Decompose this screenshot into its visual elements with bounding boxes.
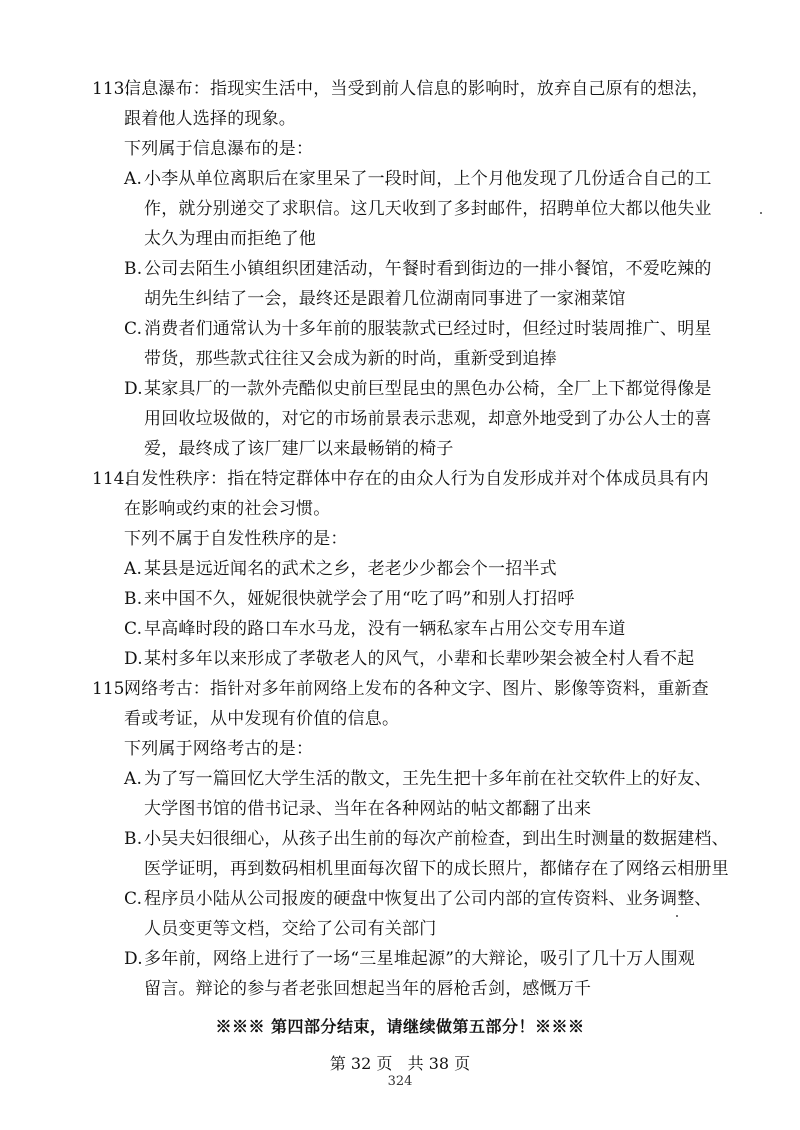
option-text: 来中国不久，娅妮很快就学会了用“吃了吗”和别人打招呼	[144, 589, 575, 609]
option-label: B.	[124, 259, 143, 279]
definition-line: 看或考证，从中发现有价值的信息。	[124, 709, 400, 729]
option-text: 胡先生纠结了一会，最终还是跟着几位湖南同事进了一家湘菜馆	[144, 289, 626, 309]
option-text: 人员变更等文档，交给了公司有关部门	[144, 919, 437, 939]
option-label: C.	[124, 619, 143, 639]
question-number: 114.	[92, 469, 130, 489]
definition-line: 自发性秩序：指在特定群体中存在的由众人行为自发形成并对个体成员具有内	[124, 469, 709, 489]
definition-line: 信息瀑布：指现实生活中，当受到前人信息的影响时，放弃自己原有的想法，	[124, 79, 709, 99]
option-text: 爱，最终成了该厂建厂以来最畅销的椅子	[144, 439, 454, 459]
option-label: D.	[124, 949, 143, 969]
option-label: D.	[124, 379, 143, 399]
question-prompt: 下列不属于自发性秩序的是：	[124, 529, 348, 549]
scan-speck	[760, 212, 762, 214]
option-label: A.	[124, 769, 143, 789]
definition-line: 跟着他人选择的现象。	[124, 109, 296, 129]
option-text: 某村多年以来形成了孝敬老人的风气，小辈和长辈吵架会被全村人看不起	[144, 649, 695, 669]
option-label: C.	[124, 889, 143, 909]
option-label: A.	[124, 559, 143, 579]
option-text: 早高峰时段的路口车水马龙，没有一辆私家车占用公交专用车道	[144, 619, 626, 639]
option-text: 用回收垃圾做的，对它的市场前景表示悲观，却意外地受到了办公人士的喜	[144, 409, 712, 429]
option-text: 程序员小陆从公司报废的硬盘中恢复出了公司内部的宣传资料、业务调整、	[144, 889, 712, 909]
scan-speck	[676, 915, 678, 917]
definition-line: 网络考古：指针对多年前网络上发布的各种文字、图片、影像等资料，重新查	[124, 679, 709, 699]
option-text: 公司去陌生小镇组织团建活动，午餐时看到街边的一排小餐馆，不爱吃辣的	[144, 259, 712, 279]
question-number: 115.	[92, 679, 130, 699]
option-label: A.	[124, 169, 143, 189]
question-prompt: 下列属于信息瀑布的是：	[124, 139, 314, 159]
option-text: 带货，那些款式往往又会成为新的时尚，重新受到追捧	[144, 349, 557, 369]
option-text: 太久为理由而拒绝了他	[144, 229, 316, 249]
option-text: 留言。辩论的参与者老张回想起当年的唇枪舌剑，感慨万千	[144, 979, 592, 999]
option-text: 多年前，网络上进行了一场“三星堆起源”的大辩论，吸引了几十万人围观	[144, 949, 695, 969]
option-text: 作，就分别递交了求职信。这几天收到了多封邮件，招聘单位大都以他失业	[144, 199, 712, 219]
option-text: 大学图书馆的借书记录、当年在各种网站的帖文都翻了出来	[144, 799, 592, 819]
sheet-number: 324	[387, 1074, 413, 1089]
option-label: B.	[124, 829, 143, 849]
definition-line: 在影响或约束的社会习惯。	[124, 499, 331, 519]
option-text: 某家具厂的一款外壳酷似史前巨型昆虫的黑色办公椅，全厂上下都觉得像是	[144, 379, 712, 399]
option-text: 小吴夫妇很细心，从孩子出生前的每次产前检查，到出生时测量的数据建档、	[144, 829, 729, 849]
option-text: 小李从单位离职后在家里呆了一段时间，上个月他发现了几份适合自己的工	[144, 169, 712, 189]
option-text: 为了写一篇回忆大学生活的散文，王先生把十多年前在社交软件上的好友、	[144, 769, 712, 789]
option-label: C.	[124, 319, 143, 339]
section-end-notice: ※※※ 第四部分结束，请继续做第五部分！※※※	[215, 1017, 585, 1036]
option-text: 医学证明，再到数码相机里面每次留下的成长照片，都储存在了网络云相册里	[144, 859, 729, 879]
option-label: D.	[124, 649, 143, 669]
option-text: 消费者们通常认为十多年前的服装款式已经过时，但经过时装周推广、明星	[144, 319, 712, 339]
option-label: B.	[124, 589, 143, 609]
question-prompt: 下列属于网络考古的是：	[124, 739, 314, 759]
page-number: 第 32 页 共 38 页	[329, 1054, 471, 1073]
question-number: 113.	[92, 79, 130, 99]
option-text: 某县是远近闻名的武术之乡，老老少少都会个一招半式	[144, 559, 557, 579]
